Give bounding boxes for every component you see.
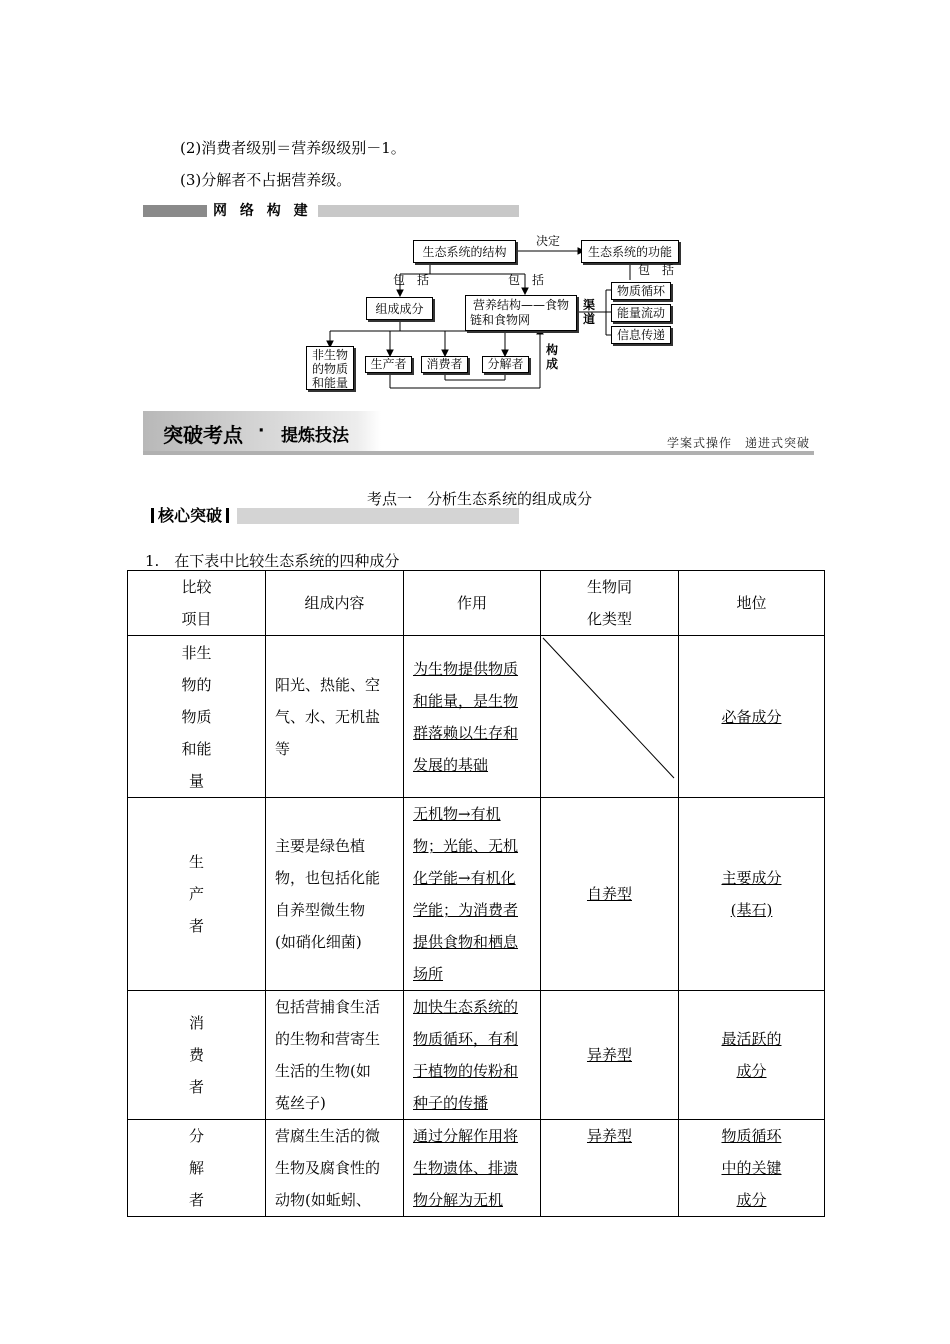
table-row	[128, 991, 825, 1120]
core-heading-label: 核心突破	[158, 506, 223, 525]
banner-title: 突破考点	[163, 423, 243, 447]
header-content: 组成内容	[266, 571, 404, 636]
row-type: 异养型	[541, 1120, 679, 1217]
table-row	[128, 798, 825, 991]
network-heading-bar	[143, 202, 519, 220]
diagonal-slash	[541, 636, 679, 797]
row-status: 必备成分	[679, 636, 825, 798]
banner-tagline: 学案式操作 递进式突破	[666, 436, 810, 450]
header-item: 比较 项目	[128, 571, 266, 636]
section-banner	[143, 411, 814, 457]
header-status: 地位	[679, 571, 825, 636]
row-status: 主要成分 (基石)	[679, 798, 825, 991]
function-box: 生态系统的功能	[581, 240, 679, 263]
row-status: 最活跃的 成分	[679, 991, 825, 1120]
row-type-diagonal	[541, 636, 679, 798]
note-line-3: (3)分解者不占据营养级。	[180, 171, 352, 189]
row-role: 为生物提供物质 和能量，是生物 群落赖以生存和 发展的基础	[404, 636, 541, 798]
banner-subtitle: 提炼技法	[281, 426, 349, 446]
header-role: 作用	[404, 571, 541, 636]
row-role: 通过分解作用将 生物遗体、排遗 物分解为无机	[404, 1120, 541, 1217]
row-content: 阳光、热能、空 气、水、无机盐 等	[266, 636, 404, 798]
composition-box: 组成成分	[366, 297, 433, 320]
row-item: 分 解 者	[128, 1120, 266, 1217]
energy-flow-box: 能量流动	[611, 304, 671, 322]
include-left-label: 包 括	[393, 273, 430, 287]
structure-box: 生态系统的结构	[413, 240, 516, 263]
cycle-box: 物质循环	[611, 282, 671, 300]
row-type: 异养型	[541, 991, 679, 1120]
note-line-2: (2)消费者级别＝营养级级别－1。	[180, 139, 406, 157]
channel-label: 渠 道	[583, 298, 596, 326]
decides-label: 决定	[536, 234, 561, 248]
question-line: 1. 在下表中比较生态系统的四种成分	[145, 552, 400, 570]
include-right-label: 包 括	[638, 263, 675, 277]
producer-box: 生产者	[365, 356, 412, 373]
nutrition-line-1: 营养结构——食物	[472, 298, 569, 312]
include-mid-label: 包 括	[508, 273, 545, 287]
nonliving-box: 非生物 的物质 和能量	[306, 346, 354, 390]
decomposer-box: 分解者	[482, 356, 529, 373]
row-status: 物质循环 中的关键 成分	[679, 1120, 825, 1217]
info-transfer-box: 信息传递	[611, 326, 671, 344]
row-role: 无机物→有机 物；光能、无机 化学能→有机化 学能；为消费者 提供食物和栖息 场所	[404, 798, 541, 991]
constitute-label: 构 成	[546, 343, 559, 371]
kaodian-title: 考点一 分析生态系统的组成成分	[367, 490, 593, 508]
table-header-row	[128, 571, 825, 636]
table-row	[128, 636, 825, 798]
row-type: 自养型	[541, 798, 679, 991]
consumer-box: 消费者	[421, 356, 468, 373]
table-row	[128, 1120, 825, 1217]
nutrition-structure-box	[465, 295, 577, 331]
row-item: 非生 物的 物质 和能 量	[128, 636, 266, 798]
row-content: 营腐生生活的微 生物及腐食性的 动物(如蚯蚓、	[266, 1120, 404, 1217]
row-role: 加快生态系统的 物质循环，有利 于植物的传粉和 种子的传播	[404, 991, 541, 1120]
core-heading	[143, 505, 519, 527]
concept-diagram	[300, 228, 700, 398]
row-content: 包括营捕食生活 的生物和营寄生 生活的生物(如 菟丝子)	[266, 991, 404, 1120]
nutrition-line-2: 链和食物网	[470, 313, 531, 327]
row-content: 主要是绿色植 物，也包括化能 自养型微生物 (如硝化细菌)	[266, 798, 404, 991]
row-item: 生 产 者	[128, 798, 266, 991]
header-type: 生物同 化类型	[541, 571, 679, 636]
comparison-table	[127, 570, 825, 1217]
row-item: 消 费 者	[128, 991, 266, 1120]
banner-dot: ·	[258, 421, 265, 441]
network-heading-label: 网 络 构 建	[207, 202, 318, 220]
